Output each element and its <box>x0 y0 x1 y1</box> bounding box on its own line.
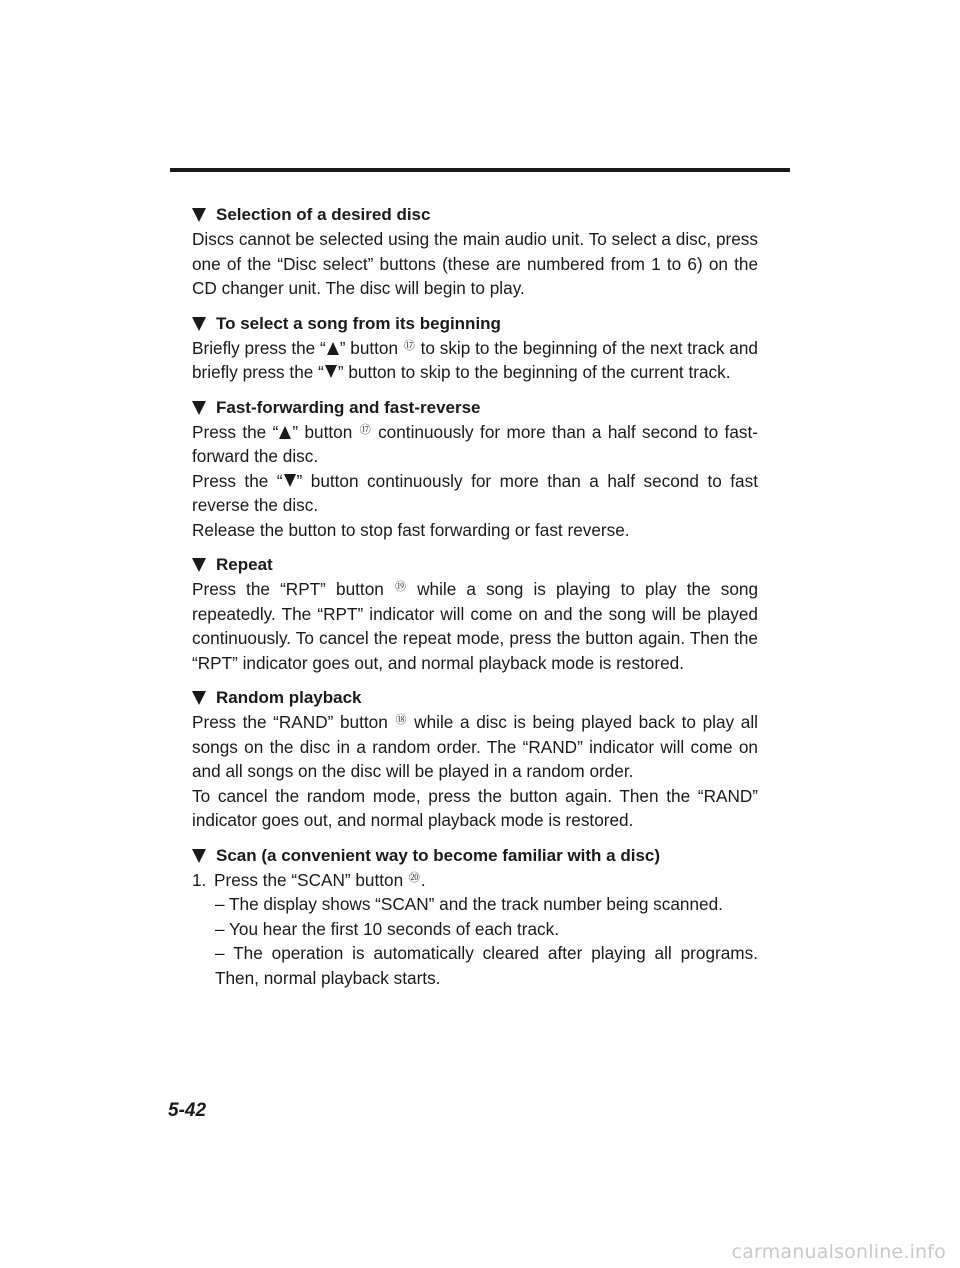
section-scan <box>192 844 758 991</box>
heading-text: Fast-forwarding and fast-reverse <box>216 397 481 417</box>
heading-text: To select a song from its beginning <box>216 313 501 333</box>
section-disc-selection <box>192 203 758 301</box>
callout-number: ⑰ <box>403 338 415 352</box>
callout-number: ⑲ <box>394 580 406 593</box>
text-run: continuously for more than a half second to fast-forward the disc. <box>192 421 758 466</box>
section-repeat <box>192 553 758 675</box>
page-number: 5-42 <box>168 1100 207 1121</box>
sub-list-item: – You hear the first 10 seconds of each track. <box>215 918 559 939</box>
section-heading <box>192 844 758 868</box>
text-run: Press the “RAND” button <box>192 712 388 732</box>
section-fast-forward <box>192 396 758 543</box>
heading-text: Repeat <box>216 555 273 574</box>
text-run: ” button to skip to the beginning of the current track. <box>337 362 731 382</box>
body-text <box>192 336 758 385</box>
body-text: To cancel the random mode, press the button again. Then the “RAND” indicator goes out, and normal playback mode is restored. <box>192 785 758 830</box>
text-run: Press the “ <box>192 421 279 442</box>
section-heading <box>192 553 758 577</box>
body-text: Release the button to stop fast forwarding or fast reverse. <box>192 519 630 540</box>
sub-list-item: – The operation is automatically cleared after playing all programs. Then, normal playback starts. <box>215 943 758 988</box>
top-rule <box>170 168 790 172</box>
text-run: Briefly press the “ <box>192 337 326 358</box>
body-text <box>192 710 758 784</box>
triangle-down-icon <box>192 208 206 222</box>
triangle-down-icon <box>284 474 296 487</box>
triangle-down-icon <box>192 558 206 572</box>
section-heading <box>192 312 758 336</box>
body-text <box>192 469 758 518</box>
text-run: Press the “SCAN” button <box>214 869 404 890</box>
text-run: Press the “RPT” button <box>192 579 384 599</box>
watermark: carmanualsonline.info <box>731 1241 946 1263</box>
triangle-down-icon <box>192 401 206 415</box>
list-text <box>214 868 758 893</box>
body-text: Discs cannot be selected using the main audio unit. To select a disc, press one of the “Disc select” buttons (these are numbered from 1 to 6) on the CD changer unit. The disc will begin to play. <box>192 229 758 298</box>
text-run: ” button <box>339 337 399 358</box>
list-item <box>192 868 758 893</box>
heading-text: Random playback <box>216 688 362 707</box>
triangle-down-icon <box>192 317 206 331</box>
callout-number: ⑳ <box>408 870 420 884</box>
heading-text: Scan (a convenient way to become familiar with a disc) <box>216 845 661 865</box>
triangle-down-icon <box>325 365 337 378</box>
callout-number: ⑱ <box>395 713 407 726</box>
callout-number: ⑰ <box>359 422 371 436</box>
section-heading <box>192 396 758 420</box>
list-number: 1. <box>192 869 207 890</box>
sub-list-item: – The display shows “SCAN” and the track number being scanned. <box>215 894 723 914</box>
triangle-up-icon <box>327 342 339 355</box>
text-run: while a disc is being played back to play all songs on the disc in a random order. The “RAND” indicator will come on and all songs on the disc will be played in a random order. <box>192 712 759 781</box>
heading-text: Selection of a desired disc <box>216 205 431 224</box>
body-text <box>192 420 758 469</box>
text-run: Press the “ <box>192 470 283 491</box>
triangle-down-icon <box>192 849 206 863</box>
text-run: ” button continuously for more than a half second to fast reverse the disc. <box>192 470 758 515</box>
page-content <box>192 203 758 1001</box>
triangle-up-icon <box>279 426 291 439</box>
section-random <box>192 686 758 833</box>
body-text <box>192 577 758 675</box>
text-run: . <box>420 869 426 890</box>
section-heading <box>192 203 758 227</box>
section-heading <box>192 686 758 710</box>
text-run: ” button <box>292 421 353 442</box>
text-run: to skip to the beginning of the next track and briefly press the “ <box>192 337 758 382</box>
section-song-select <box>192 312 758 385</box>
triangle-down-icon <box>192 691 206 705</box>
text-run: while a song is playing to play the song repeatedly. The “RPT” indicator will come on and the song will be played continuously. To cancel the repeat mode, press the button again. Then the “RPT” indicator goes out, and normal playback mode is restored. <box>192 579 759 673</box>
